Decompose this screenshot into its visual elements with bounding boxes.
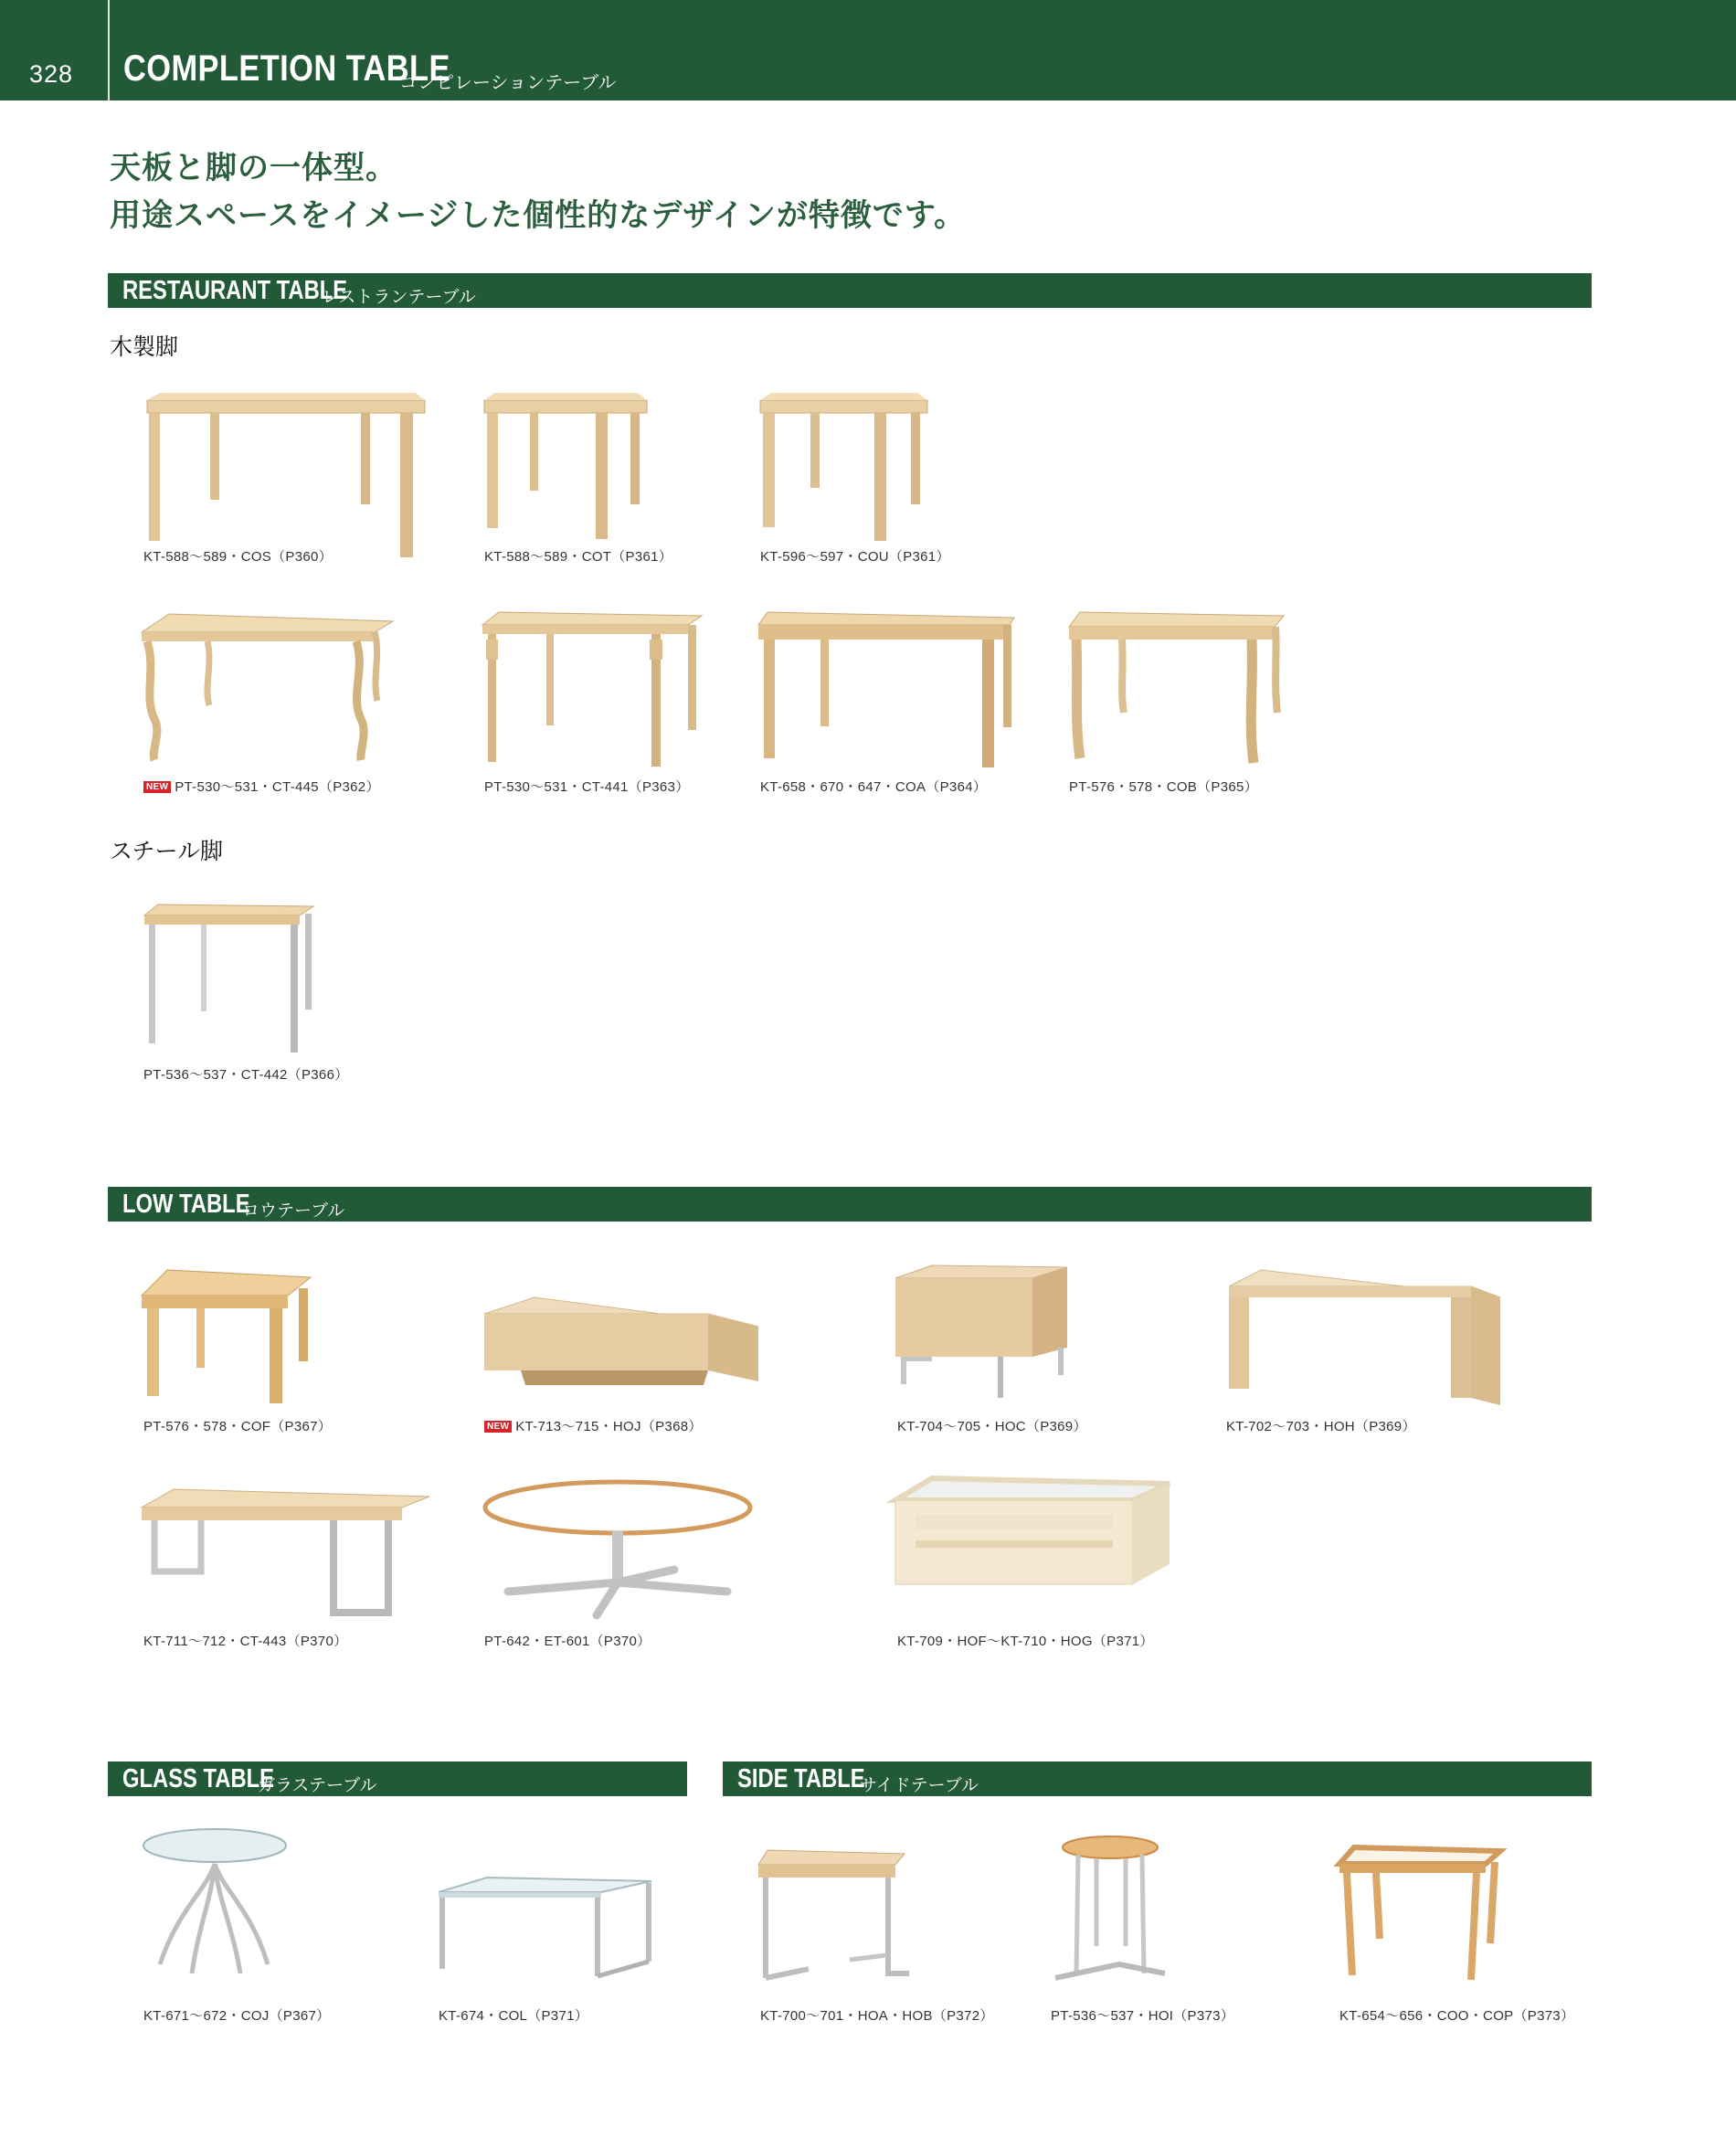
product-image-table [484, 1297, 763, 1398]
product-caption: KT-709・HOF～KT-710・HOG（P371） [897, 1634, 1154, 1649]
product-image-table [760, 393, 929, 548]
section-subtitle: ロウテーブル [242, 1201, 345, 1221]
section-subtitle: ガラステーブル [258, 1776, 377, 1795]
product-image-table [1339, 1847, 1504, 1984]
section-title: RESTAURANT TABLE [122, 276, 348, 305]
product-image-table [895, 1478, 1174, 1588]
product-image-table [437, 1878, 656, 1983]
product-image-table [758, 612, 1014, 767]
section-title: LOW TABLE [122, 1190, 250, 1219]
product-caption: PT-576・578・COF（P367） [143, 1419, 333, 1434]
product-image-table [758, 1850, 909, 1987]
section-header-glass [108, 1761, 687, 1796]
intro-line-1: 天板と脚の一体型。 [110, 151, 397, 185]
subheading-wood-legs: 木製脚 [110, 334, 179, 360]
product-caption: NEW PT-530～531・CT-445（P362） [143, 777, 380, 796]
section-subtitle: レストランテーブル [322, 288, 476, 307]
product-image-table [484, 393, 649, 548]
section-header-side [723, 1761, 1592, 1796]
product-caption: PT-536～537・HOI（P373） [1051, 2008, 1235, 2024]
product-image-table [1051, 1836, 1170, 1992]
page-subtitle: コンピレーションテーブル [399, 73, 617, 93]
product-caption: KT-702～703・HOH（P369） [1226, 1419, 1416, 1434]
header-divider [108, 0, 110, 101]
new-badge: NEW [484, 1421, 512, 1433]
product-caption: PT-536～537・CT-442（P366） [143, 1067, 349, 1083]
product-image-table [895, 1265, 1069, 1402]
product-caption: KT-596～597・COU（P361） [760, 549, 950, 565]
subheading-steel-legs: スチール脚 [110, 839, 224, 864]
product-image-table [142, 1270, 315, 1407]
product-image-table [482, 612, 706, 767]
product-caption: KT-588～589・COT（P361） [484, 549, 673, 565]
product-caption: KT-658・670・647・COA（P364） [760, 779, 988, 795]
page-title: COMPLETION TABLE [123, 48, 450, 89]
product-image-table [144, 905, 318, 1055]
product-image-table [142, 614, 397, 765]
product-caption: KT-711～712・CT-443（P370） [143, 1634, 348, 1649]
product-image-table [142, 1827, 292, 1983]
product-image-table [482, 1480, 757, 1617]
product-caption: KT-700～701・HOA・HOB（P372） [760, 2008, 994, 2024]
product-caption: PT-530～531・CT-441（P363） [484, 779, 690, 795]
section-header-restaurant [108, 273, 1592, 308]
page-number: 328 [29, 60, 74, 88]
product-caption: KT-588～589・COS（P360） [143, 549, 333, 565]
section-title: GLASS TABLE [122, 1764, 275, 1793]
intro-line-2: 用途スペースをイメージした個性的なデザインが特徴です。 [110, 198, 967, 233]
product-caption: KT-671～672・COJ（P367） [143, 2008, 331, 2024]
product-image-table [142, 1489, 434, 1622]
new-badge: NEW [143, 781, 171, 793]
section-header-low [108, 1187, 1592, 1222]
product-image-table [1224, 1270, 1503, 1407]
product-caption: NEW KT-713～715・HOJ（P368） [484, 1416, 703, 1435]
section-title: SIDE TABLE [737, 1764, 865, 1793]
product-caption: PT-642・ET-601（P370） [484, 1634, 651, 1649]
product-image-table [142, 393, 434, 548]
product-caption: PT-576・578・COB（P365） [1069, 779, 1258, 795]
product-caption: KT-704～705・HOC（P369） [897, 1419, 1087, 1434]
product-image-table [1069, 612, 1288, 767]
product-caption: KT-674・COL（P371） [439, 2008, 589, 2024]
section-subtitle: サイドテーブル [860, 1776, 979, 1795]
product-caption: KT-654～656・COO・COP（P373） [1339, 2008, 1575, 2024]
